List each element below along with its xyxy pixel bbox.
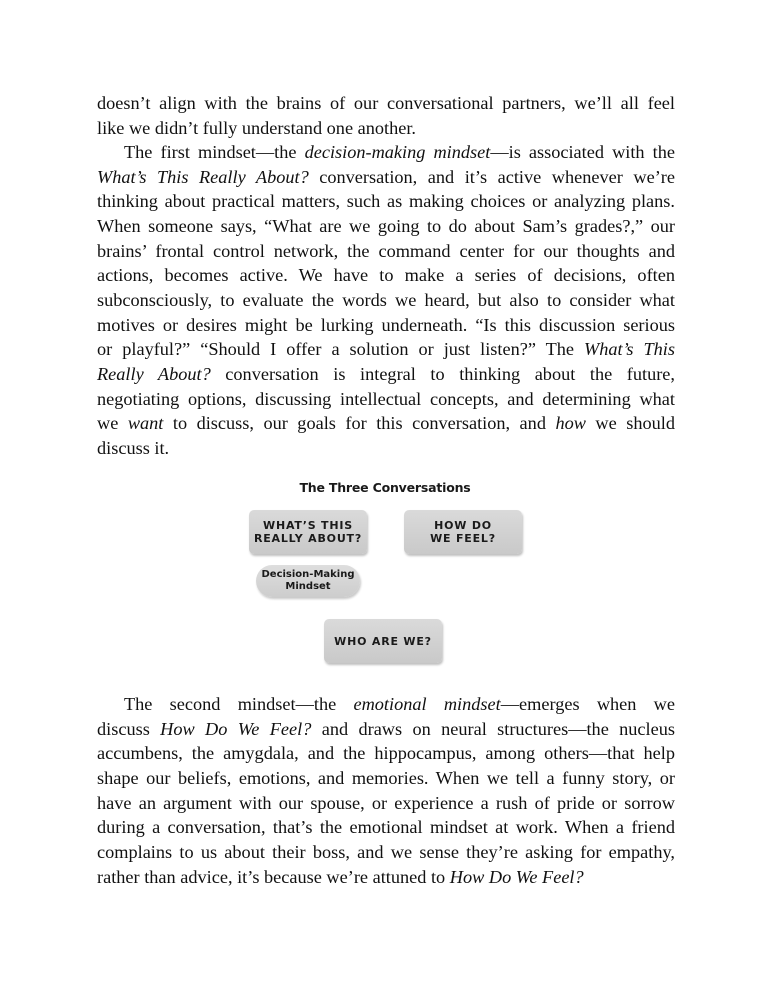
pill-decision-making-mindset: Decision-Making Mindset: [256, 565, 360, 597]
diagram-title: The Three Conversations: [299, 480, 471, 495]
term-decision-making-mindset: decision-making mindset: [304, 142, 491, 162]
box-whats-this-really-about: WHAT’S THIS REALLY ABOUT?: [249, 510, 367, 554]
text-line: doesn’t align with the brains of our conversational partners, we’ll all feel: [97, 93, 675, 113]
text-line: motives or desires might be lurking underneath. “Is this discussion serious: [97, 314, 675, 335]
text-line: shape our beliefs, emotions, and memories. When we tell a funny story, or: [97, 767, 675, 788]
text-line: rather than advice, it’s because we’re attuned to How Do We Feel?: [97, 866, 584, 887]
text-line: during a conversation, that’s the emotional mindset at work. When a friend: [97, 817, 675, 838]
term-whats-this-really-about: What’s This Really About?: [97, 166, 309, 187]
term-emotional-mindset: emotional mindset: [353, 694, 501, 714]
text-line: or playful?” “Should I offer a solution or just listen?” The What’s This: [97, 339, 675, 360]
text-line: have an argument with our spouse, or experience a rush of pride or sorrow: [97, 792, 675, 813]
text-line: When someone says, “What are we going to do about Sam’s grades?,” our: [97, 215, 675, 236]
text-line: discuss How Do We Feel? and draws on neural structures—the nucleus: [97, 718, 675, 739]
paragraph-decision-making: [97, 140, 675, 461]
text-line: subconsciously, to evaluate the words we heard, but also to consider what: [97, 289, 675, 310]
text-line: The second mindset—the emotional mindset—emerges when we: [124, 694, 675, 714]
text-line: brains’ frontal control network, the command center for our thoughts and: [97, 240, 675, 261]
text-line: accumbens, the amygdala, and the hippocampus, among others—that help: [97, 743, 675, 764]
text-line: we want to discuss, our goals for this conversation, and how we should: [97, 413, 675, 434]
text-line: thinking about practical matters, such as making choices or analyzing plans.: [97, 191, 675, 212]
term-how-do-we-feel: How Do We Feel?: [160, 718, 312, 739]
paragraph-emotional: [97, 692, 675, 889]
text-line: The first mindset—the decision-making mindset—is associated with the: [124, 142, 675, 162]
text-line: actions, becomes active. We have to make a series of decisions, often: [97, 265, 675, 286]
paragraph-continuation: [97, 91, 675, 140]
text-line: discuss it.: [97, 437, 170, 458]
text-line: Really About? conversation is integral to thinking about the future,: [97, 363, 675, 384]
text-line: What’s This Really About? conversation, and it’s active whenever we’re: [97, 166, 675, 187]
text-line: complains to us about their boss, and we sense they’re asking for empathy,: [97, 841, 675, 862]
text-line: negotiating options, discussing intellectual concepts, and determining what: [97, 388, 675, 409]
box-how-do-we-feel: HOW DO WE FEEL?: [404, 510, 522, 554]
text-line: like we didn’t fully understand one another.: [97, 117, 417, 138]
box-who-are-we: WHO ARE WE?: [324, 619, 442, 663]
